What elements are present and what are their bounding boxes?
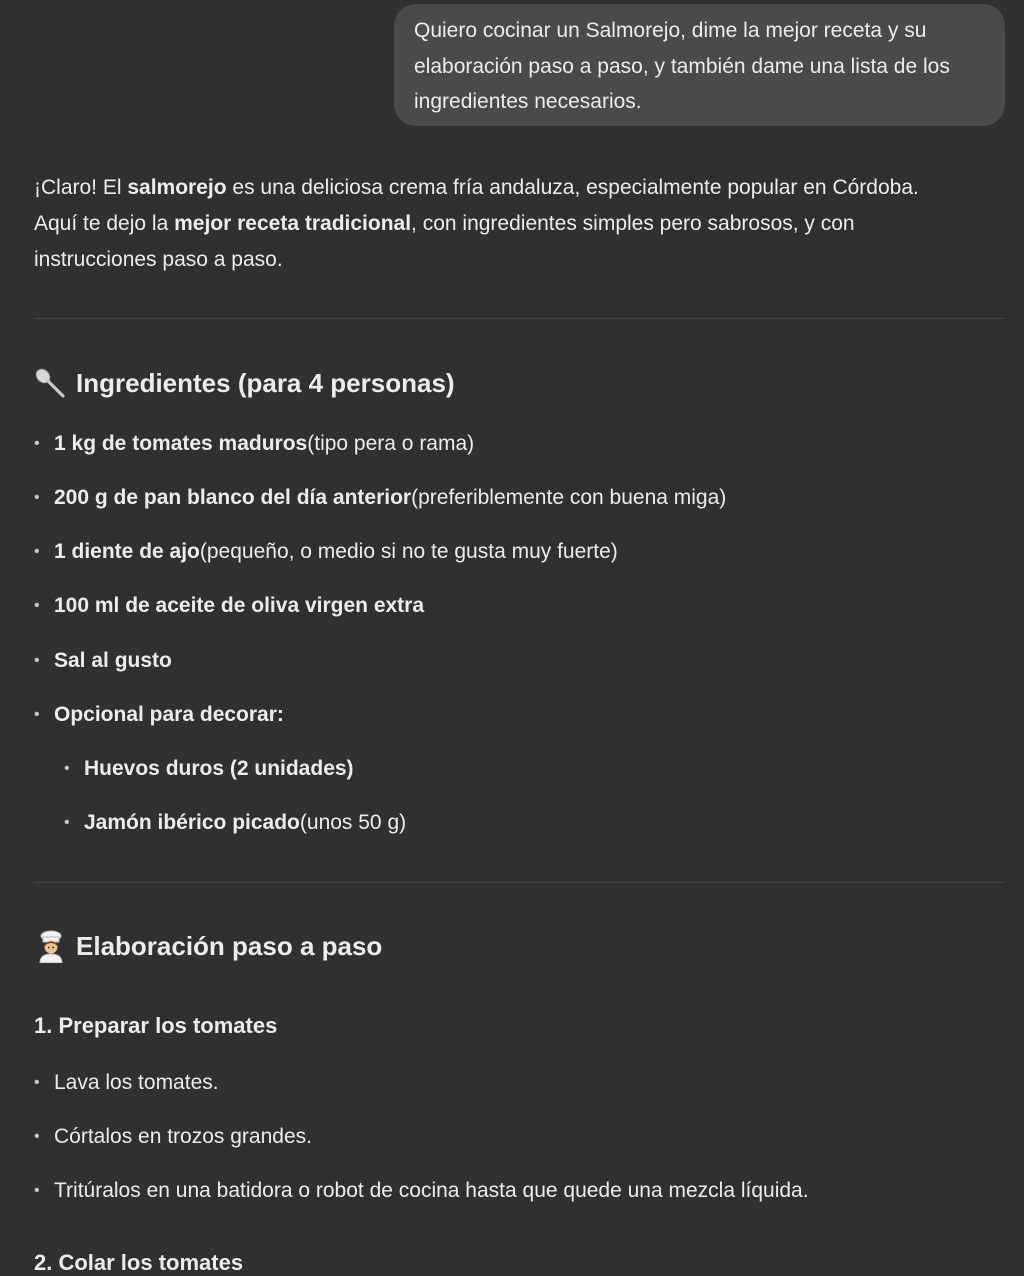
list-item: • 1 diente de ajo (pequeño, o medio si no te gusta muy fuerte) [34, 540, 618, 563]
list-item: • Sal al gusto [34, 649, 172, 672]
list-item: • 1 kg de tomates maduros (tipo pera o rama) [34, 432, 475, 455]
user-message-bubble [394, 4, 1005, 126]
divider [34, 318, 1005, 319]
list-item: • Huevos duros (2 unidades) [64, 757, 354, 780]
ingredients-title: Ingredientes (para 4 personas) [76, 367, 455, 398]
list-item: • Opcional para decorar: [34, 703, 284, 726]
ingredients-heading [34, 366, 455, 400]
spoon-icon [34, 366, 68, 400]
list-item: • 200 g de pan blanco del día anterior (preferiblemente con buena miga) [34, 486, 727, 509]
list-item: • Córtalos en trozos grandes. [34, 1125, 312, 1148]
user-message-line: ingredientes necesarios. [414, 90, 642, 113]
elaboration-title: Elaboración paso a paso [76, 930, 383, 961]
list-item: • 100 ml de aceite de oliva virgen extra [34, 594, 425, 617]
elaboration-heading [34, 929, 382, 963]
user-message-line: elaboración paso a paso, y también dame una lista de los [414, 54, 950, 78]
user-message-line: Quiero cocinar un Salmorejo, dime la mejor receta y su [414, 19, 927, 42]
list-item: • Lava los tomates. [34, 1071, 219, 1094]
list-item: • Tritúralos en una batidora o robot de cocina hasta que quede una mezcla líquida. [34, 1179, 809, 1202]
step-title: 1. Preparar los tomates [34, 1013, 278, 1038]
assistant-intro: ¡Claro! El salmorejo es una deliciosa crema fría andaluza, especialmente popular en Córdoba. Aquí te dejo la mejor receta tradicional, con ingredientes simples pero sabrosos, y con instrucciones paso a paso. [34, 176, 919, 271]
step-title: 2. Colar los tomates [34, 1250, 244, 1275]
list-item: • Jamón ibérico picado (unos 50 g) [64, 811, 407, 834]
divider [34, 882, 1005, 883]
chef-icon [34, 929, 68, 963]
